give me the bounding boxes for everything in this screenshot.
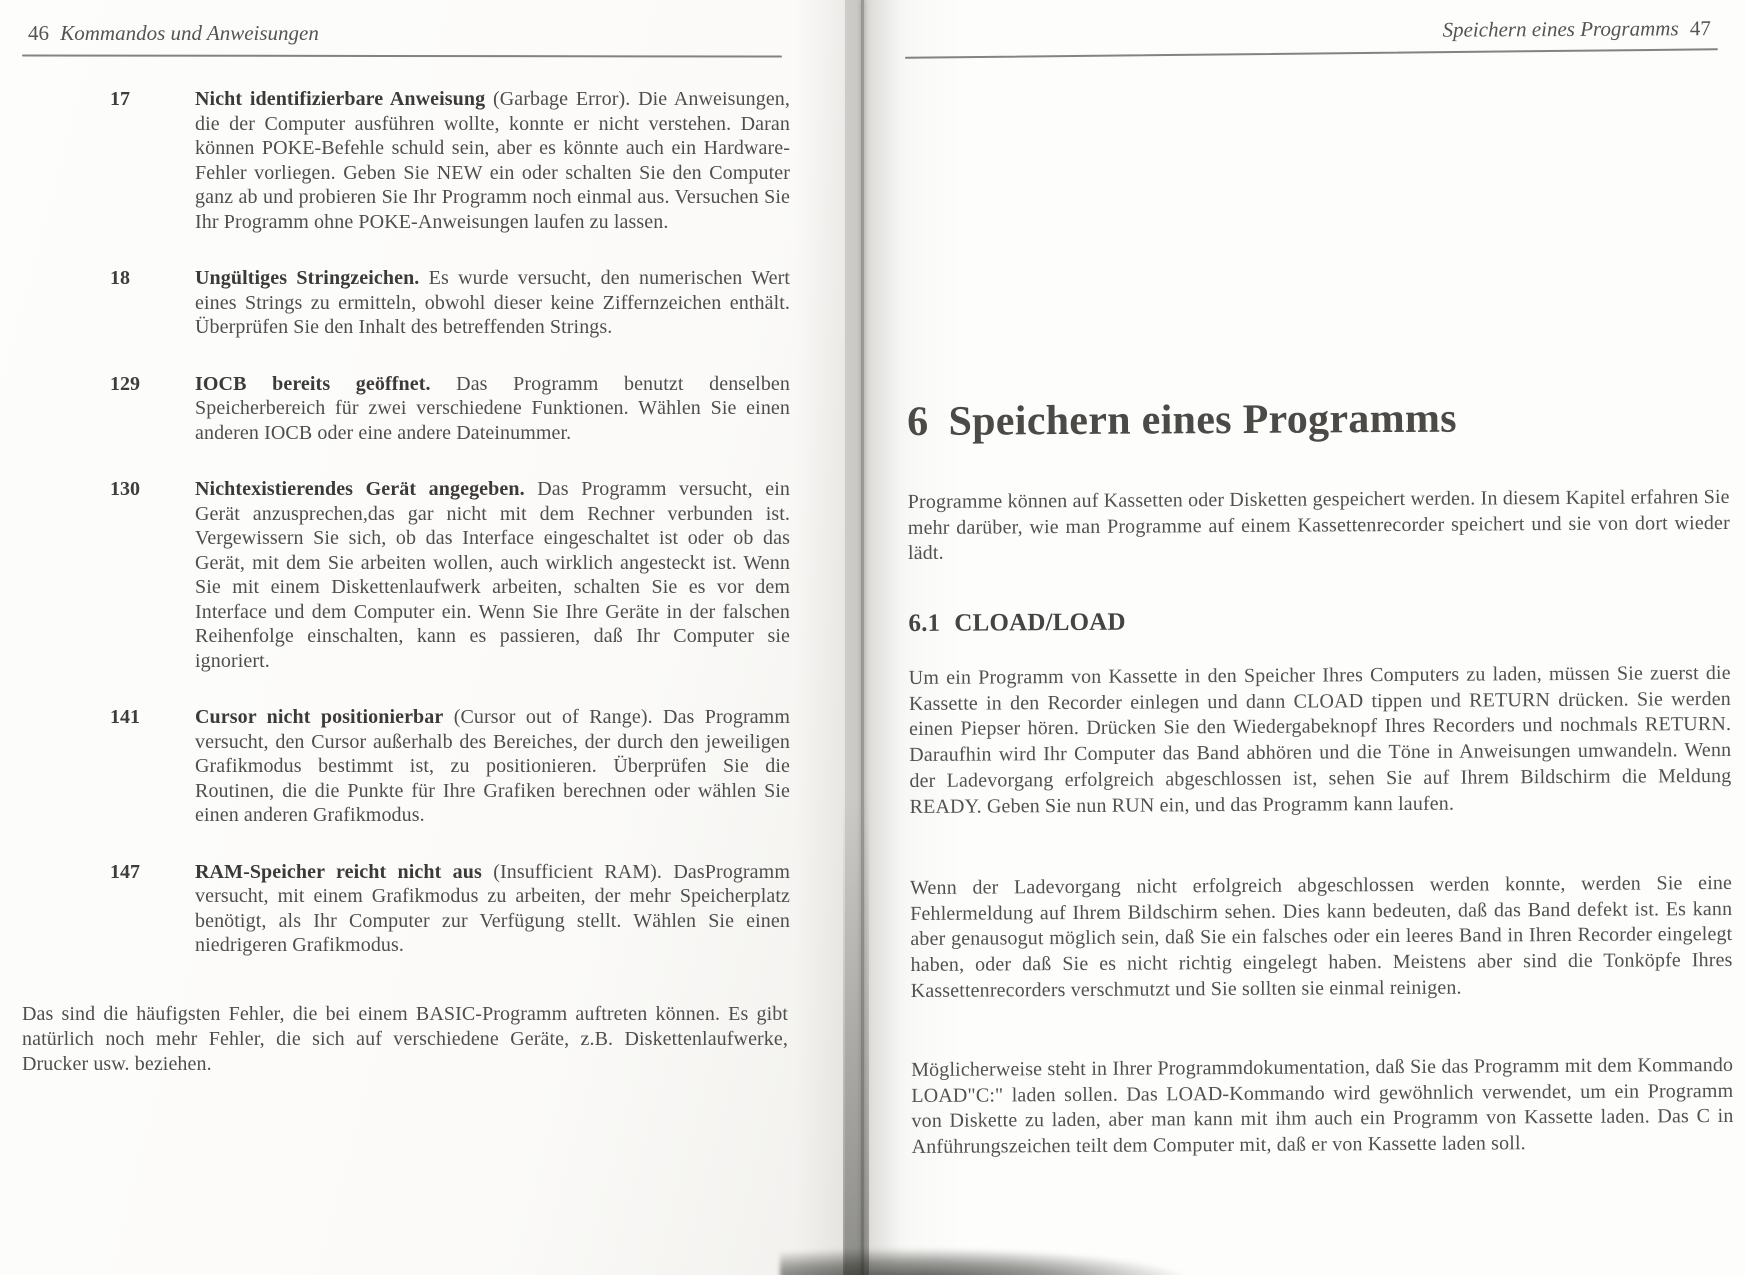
error-entry <box>110 87 790 234</box>
chapter-heading <box>907 395 1457 446</box>
error-description <box>195 266 790 340</box>
running-title-right: Speichern eines Programms <box>1442 16 1679 42</box>
error-code: 17 <box>110 88 130 110</box>
error-code: 130 <box>110 478 140 500</box>
error-description <box>195 477 790 673</box>
error-description <box>195 705 790 828</box>
error-name: Nichtexistierendes Gerät angegeben. <box>195 478 525 500</box>
header-rule-right <box>905 48 1718 59</box>
error-body: (Cursor out of Range). Das Programm versucht, den Cursor außerhalb des Bereiches, der durch den jeweiligen Grafikmodus bestimmt ist, zu positionieren. Überprüfen Sie die Routinen, die die Punkte für Ihre Grafiken berechnen oder wählen Sie einen anderen Grafikmodus. <box>195 706 790 826</box>
section-paragraph: Um ein Programm von Kassette in den Speicher Ihres Computers zu laden, müssen Sie zuerst die Kassette in den Recorder einlegen und dann CLOAD tippen und RETURN drücken. Sie werden einen Piepser hören. Drücken Sie den Wiedergabeknopf Ihres Recorders und nochmals RETURN. Daraufhin wird Ihr Computer das Band abhören und die Töne in Anweisungen umwandeln. Wenn der Ladevorgang erfolgreich abgeschlossen ist, sehen Sie auf Ihrem Bildschirm die Meldung READY. Geben Sie nun RUN ein, und das Programm kann laufen. <box>908 661 1732 818</box>
page-number-left: 46 <box>28 21 49 45</box>
section-paragraph: Wenn der Ladevorgang nicht erfolgreich abgeschlossen werden konnte, werden Sie eine Fehlermeldung auf Ihrem Bildschirm sehen. Dies kann bedeuten, daß das Band defekt ist. Es kann aber genausogut möglich sein, daß Sie ein falsches oder ein leeres Band in Ihren Recorder eingelegt haben, oder daß Sie es nicht richtig eingelegt haben. Meistens aber sind die Tonköpfe Ihres Kassettenrecorders verschmutzt und Sie sollten sie einmal reinigen. <box>909 871 1733 1002</box>
error-body: Das Programm versucht, ein Gerät anzusprechen,das gar nicht mit dem Rechner verbunden ist. Vergewissern Sie sich, ob das Interface eingeschaltet ist oder ob das Gerät, mit dem Sie arbeiten wollen, auch wirklich angesteckt ist. Wenn Sie mit einem Diskettenlaufwerk arbeiten, schalten Sie es vor dem Interface und dem Computer ein. Wenn Sie Ihre Geräte in der falschen Reihenfolge einschalten, kann es passieren, daß Ihr Computer sie ignoriert. <box>195 478 790 672</box>
error-entry <box>110 860 790 958</box>
error-code: 18 <box>110 267 130 289</box>
page-number-right: 47 <box>1689 16 1711 41</box>
error-entry <box>110 266 790 340</box>
error-name: Nicht identifizierbare Anweisung <box>195 88 486 110</box>
closing-paragraph: Das sind die häufigsten Fehler, die bei einem BASIC-Programm auftreten können. Es gibt natürlich noch mehr Fehler, die sich auf verschiedene Geräte, z.B. Diskettenlaufwerke, Drucker usw. beziehen. <box>22 1003 788 1075</box>
section-title: CLOAD/LOAD <box>954 608 1126 637</box>
error-body: (Garbage Error). Die Anweisungen, die der Computer ausführen wollte, konnte er nicht verstehen. Daran können POKE-Befehle schuld sein, aber es könnte auch ein Hardware-Fehler vorliegen. Geben Sie NEW ein oder schalten Sie den Computer ganz ab und probieren Sie Ihr Programm noch einmal aus. Versuchen Sie Ihr Programm ohne POKE-Anweisungen laufen zu lassen. <box>195 88 791 233</box>
section-heading <box>908 609 1125 638</box>
error-code: 141 <box>110 706 140 728</box>
error-entry <box>110 705 790 828</box>
running-header-left <box>22 21 319 46</box>
section-number: 6.1 <box>908 609 941 637</box>
page-right <box>845 0 1745 1275</box>
page-left <box>0 0 845 1275</box>
error-body: Es wurde versucht, den numerischen Wert eines Strings zu ermitteln, obwohl dieser keine Ziffernzeichen enthält. Überprüfen Sie den Inhalt des betreffenden Strings. <box>195 267 790 338</box>
error-body: Das Programm benutzt denselben Speicherbereich für zwei verschiedene Funktionen. Wählen Sie einen anderen IOCB oder eine andere Dateinummer. <box>195 372 790 444</box>
error-name: Cursor nicht positionierbar <box>195 706 444 728</box>
error-code: 129 <box>110 372 140 395</box>
chapter-intro-paragraph: Programme können auf Kassetten oder Disketten gespeichert werden. In diesem Kapitel erfahren Sie mehr darüber, wie man Programme auf einem Kassettenrecorder speichert und sie von dort wieder lädt. <box>907 485 1730 565</box>
section-paragraph: Möglicherweise steht in Ihrer Programmdokumentation, daß Sie das Programm mit dem Kommando LOAD"C:" laden sollen. Das LOAD-Kommando wird gewöhnlich verwendet, um ein Programm von Diskette zu laden, aber man kann mit ihm auch ein Programm von Kassette laden. Das C in Anführungszeichen teilt dem Computer mit, daß er von Kassette laden soll. <box>911 1053 1734 1159</box>
running-title-left: Kommandos und Anweisungen <box>60 21 319 45</box>
error-list <box>110 87 790 990</box>
error-body: (Insufficient RAM). DasProgramm versucht, mit einem Grafikmodus zu arbeiten, der mehr Speicherplatz benötigt, als Ihr Computer zur Verfügung stellt. Wählen Sie einen niedrigeren Grafikmodus. <box>195 860 790 956</box>
chapter-number: 6 <box>907 398 929 445</box>
page-right-content <box>845 0 1745 1275</box>
error-entry <box>110 372 790 446</box>
header-rule-left <box>22 54 782 57</box>
running-header-right <box>905 16 1717 46</box>
error-name: RAM-Speicher reicht nicht aus <box>195 860 482 883</box>
chapter-title: Speichern eines Programms <box>948 395 1457 445</box>
error-description <box>195 860 790 958</box>
error-entry <box>110 477 790 673</box>
error-description <box>195 87 790 234</box>
error-code: 147 <box>110 860 140 883</box>
error-description <box>195 372 790 446</box>
error-name: Ungültiges Stringzeichen. <box>195 267 420 289</box>
error-name: IOCB bereits geöffnet. <box>195 372 431 395</box>
